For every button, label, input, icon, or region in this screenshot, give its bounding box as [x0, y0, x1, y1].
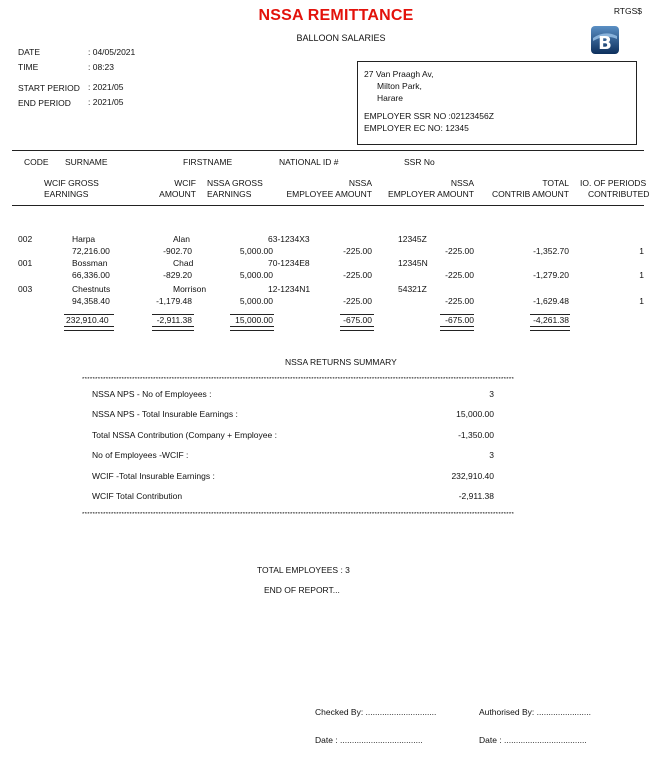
summary-value: -2,911.38	[458, 491, 494, 501]
end-of-report: END OF REPORT...	[264, 585, 340, 595]
emp-code: 001	[18, 258, 33, 268]
address-line-2: Milton Park,	[377, 81, 422, 91]
address-line-3: Harare	[377, 93, 403, 103]
emp-ssr-no: 12345Z	[398, 234, 427, 244]
total-employee-amount: -675.00	[343, 315, 372, 325]
emp-periods: 1	[639, 246, 644, 256]
col-header-nssa-employer: NSSA	[450, 178, 474, 188]
employer-ec-no: EMPLOYER EC NO: 12345	[364, 123, 469, 133]
col-header-periods: IO. OF PERIODS	[580, 178, 647, 188]
summary-value: 232,910.40	[451, 471, 494, 481]
col-header-firstname: FIRSTNAME	[183, 157, 233, 167]
start-period-value: : 2021/05	[88, 82, 124, 92]
emp-periods: 1	[639, 296, 644, 306]
emp-code: 003	[18, 284, 33, 294]
emp-firstname: Alan	[173, 234, 191, 244]
summary-value: 15,000.00	[456, 409, 494, 419]
emp-total-contrib: -1,352.70	[533, 246, 569, 256]
col-header-total: TOTAL	[542, 178, 569, 188]
emp-surname: Chestnuts	[72, 284, 111, 294]
table-top-rule	[12, 150, 644, 151]
emp-ssr-no: 54321Z	[398, 284, 427, 294]
total-wcif-gross: 232,910.40	[66, 315, 109, 325]
summary-stars-bottom: ********************************************************************************************************************************************************************	[82, 512, 515, 518]
emp-employer-amount: -225.00	[445, 270, 474, 280]
emp-total-contrib: -1,629.48	[533, 296, 569, 306]
double-underline	[230, 326, 274, 331]
summary-value: -1,350.00	[458, 430, 494, 440]
date-label: DATE	[18, 47, 41, 57]
total-employer-amount: -675.00	[445, 315, 474, 325]
col-header-ssr-no: SSR No	[404, 157, 435, 167]
summary-label: NSSA NPS - Total Insurable Earnings :	[92, 409, 238, 419]
double-underline	[530, 326, 570, 331]
emp-employer-amount: -225.00	[445, 246, 474, 256]
summary-label: NSSA NPS - No of Employees :	[92, 389, 212, 399]
report-title: NSSA REMITTANCE	[258, 7, 414, 24]
summary-label: WCIF -Total Insurable Earnings :	[92, 471, 215, 481]
summary-stars-top: ********************************************************************************************************************************************************************	[82, 377, 515, 383]
emp-wcif-amount: -902.70	[163, 246, 192, 256]
checked-by: Checked By: ..............................	[315, 707, 437, 717]
total-wcif-amount: -2,911.38	[156, 315, 192, 325]
emp-nssa-gross: 5,000.00	[239, 296, 273, 306]
svg-text:B: B	[598, 33, 612, 54]
checked-date: Date : ...................................	[315, 735, 423, 745]
emp-wcif-gross: 72,216.00	[72, 246, 110, 256]
col-header-total-2: CONTRIB AMOUNT	[492, 189, 569, 199]
date-value: : 04/05/2021	[88, 47, 136, 57]
double-underline	[64, 326, 114, 331]
col-header-nssa-employee: NSSA	[348, 178, 372, 188]
time-value: : 08:23	[88, 62, 114, 72]
emp-firstname: Chad	[173, 258, 194, 268]
table-header-rule	[12, 205, 644, 206]
total-contrib-amount: -4,261.38	[533, 315, 569, 325]
col-header-wcif-gross-2: EARNINGS	[44, 189, 89, 199]
emp-surname: Harpa	[72, 234, 96, 244]
emp-employee-amount: -225.00	[343, 246, 372, 256]
col-header-wcif: WCIF	[174, 178, 196, 188]
col-header-nssa-employee-2: EMPLOYEE AMOUNT	[286, 189, 372, 199]
time-label: TIME	[18, 62, 39, 72]
emp-nssa-gross: 5,000.00	[239, 270, 273, 280]
summary-label: Total NSSA Contribution (Company + Employee :	[92, 430, 277, 440]
summary-value: 3	[489, 389, 494, 399]
col-header-nssa-gross-2: EARNINGS	[207, 189, 252, 199]
authorised-date: Date : ...................................	[479, 735, 587, 745]
authorised-by: Authorised By: .......................	[479, 707, 591, 717]
employer-ssr-no: EMPLOYER SSR NO :02123456Z	[364, 111, 494, 121]
end-period-value: : 2021/05	[88, 97, 124, 107]
col-header-wcif-gross: WCIF GROSS	[44, 178, 99, 188]
col-header-periods-2: CONTRIBUTED	[588, 189, 650, 199]
summary-label: No of Employees -WCIF :	[92, 450, 189, 460]
col-header-surname: SURNAME	[65, 157, 108, 167]
emp-periods: 1	[639, 270, 644, 280]
col-header-code: CODE	[24, 157, 49, 167]
double-underline	[440, 326, 474, 331]
col-header-national-id: NATIONAL ID #	[279, 157, 339, 167]
emp-wcif-gross: 94,358.40	[72, 296, 110, 306]
emp-total-contrib: -1,279.20	[533, 270, 569, 280]
total-nssa-gross: 15,000.00	[235, 315, 273, 325]
emp-national-id: 12-1234N1	[268, 284, 311, 294]
double-underline	[152, 326, 194, 331]
report-subtitle: BALLOON SALARIES	[296, 33, 386, 43]
total-employees: TOTAL EMPLOYEES : 3	[257, 565, 350, 575]
emp-employer-amount: -225.00	[445, 296, 474, 306]
emp-nssa-gross: 5,000.00	[239, 246, 273, 256]
emp-firstname: Morrison	[173, 284, 207, 294]
emp-national-id: 63-1234X3	[268, 234, 310, 244]
summary-label: WCIF Total Contribution	[92, 491, 183, 501]
start-period-label: START PERIOD	[18, 83, 80, 93]
emp-employee-amount: -225.00	[343, 296, 372, 306]
currency-code: RTGS$	[613, 6, 642, 16]
emp-national-id: 70-1234E8	[268, 258, 310, 268]
summary-heading: NSSA RETURNS SUMMARY	[285, 357, 397, 367]
double-underline	[340, 326, 374, 331]
emp-wcif-gross: 66,336.00	[72, 270, 110, 280]
address-line-1: 27 Van Praagh Av,	[364, 69, 434, 79]
col-header-wcif-2: AMOUNT	[159, 189, 196, 199]
emp-surname: Bossman	[72, 258, 108, 268]
summary-value: 3	[489, 450, 494, 460]
col-header-nssa-employer-2: EMPLOYER AMOUNT	[388, 189, 474, 199]
emp-ssr-no: 12345N	[398, 258, 428, 268]
emp-wcif-amount: -829.20	[163, 270, 192, 280]
emp-wcif-amount: -1,179.48	[156, 296, 192, 306]
end-period-label: END PERIOD	[18, 98, 71, 108]
emp-employee-amount: -225.00	[343, 270, 372, 280]
col-header-nssa-gross: NSSA GROSS	[207, 178, 263, 188]
company-logo	[590, 25, 620, 55]
emp-code: 002	[18, 234, 33, 244]
